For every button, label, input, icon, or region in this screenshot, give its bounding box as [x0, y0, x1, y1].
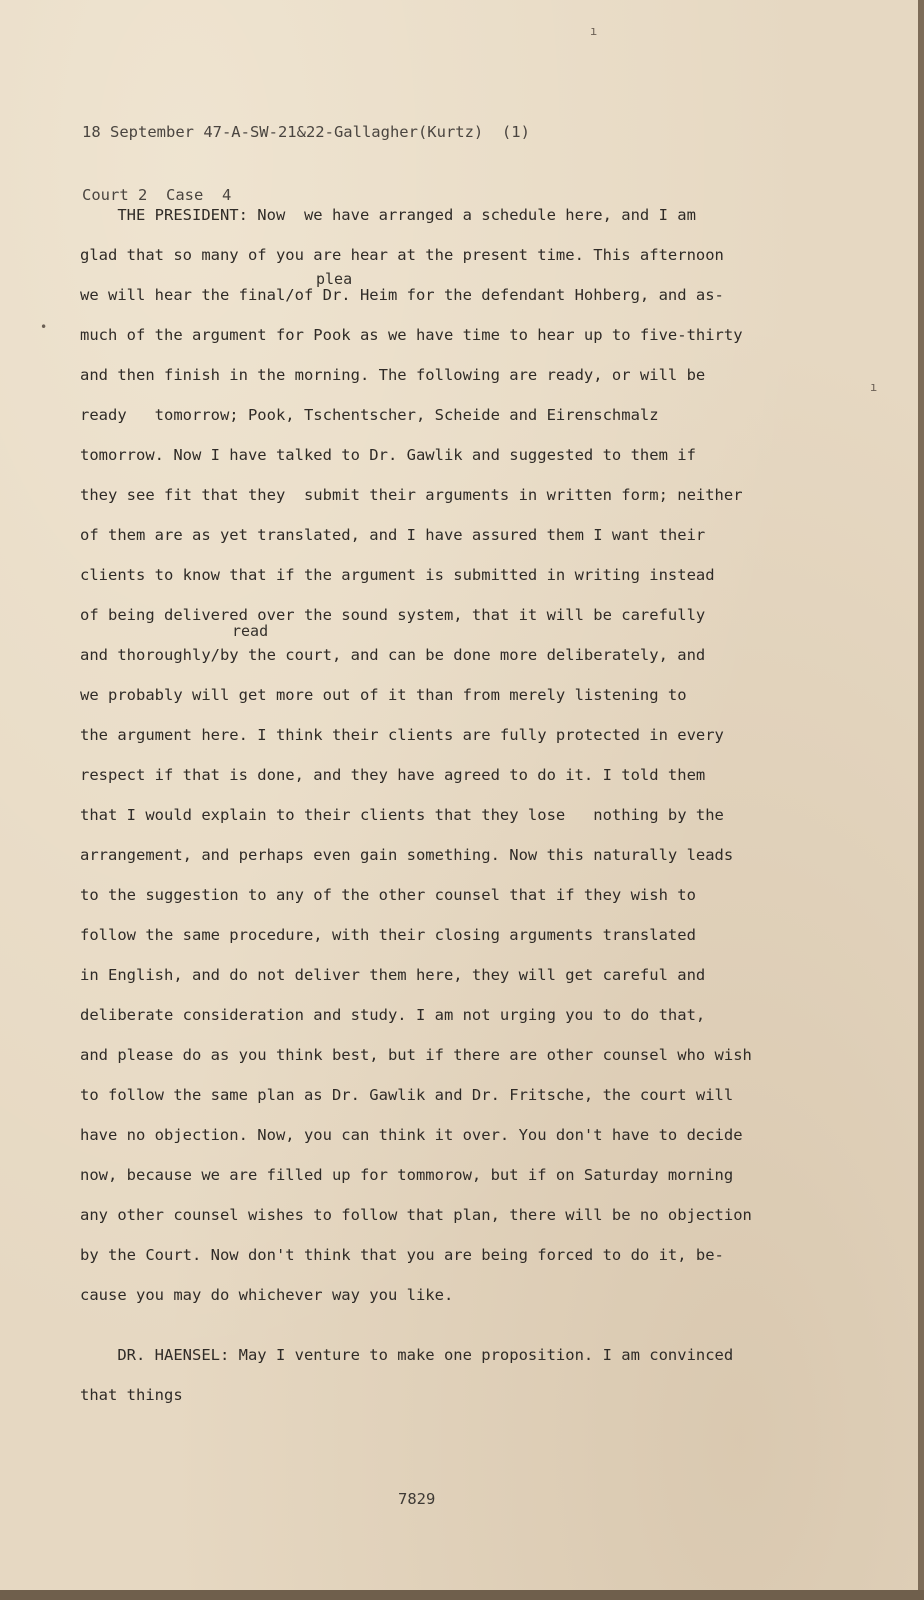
body-line-8: they see fit that they submit their arguments in written form; neither: [80, 486, 743, 504]
body-line-24: have no objection. Now, you can think it over. You don't have to decide: [80, 1126, 743, 1144]
body-line-22: and please do as you think best, but if there are other counsel who wish: [80, 1046, 752, 1064]
body-line-15: respect if that is done, and they have agreed to do it. I told them: [80, 766, 706, 784]
body-line-28: cause you may do whichever way you like.: [80, 1286, 454, 1304]
body-line-1: THE PRESIDENT: Now we have arranged a schedule here, and I am: [80, 206, 696, 224]
body-line-27: by the Court. Now don't think that you are being forced to do it, be-: [80, 1246, 724, 1264]
body-line-9: of them are as yet translated, and I have assured them I want their: [80, 526, 706, 544]
body-line-11: of being delivered over the sound system, that it will be carefully: [80, 606, 706, 624]
scan-edge-right: [918, 0, 924, 1600]
body-line-3: we will hear the final/of Dr. Heim for the defendant Hohberg, and as-: [80, 286, 724, 304]
paper-speck: ı: [870, 380, 878, 394]
body-line-29: DR. HAENSEL: May I venture to make one proposition. I am convinced: [80, 1346, 734, 1364]
body-line-2: glad that so many of you are hear at the present time. This afternoon: [80, 246, 724, 264]
body-line-5: and then finish in the morning. The following are ready, or will be: [80, 366, 706, 384]
handwritten-insert-read: read: [232, 622, 269, 640]
body-line-30: that things: [80, 1386, 183, 1404]
body-line-10: clients to know that if the argument is submitted in writing instead: [80, 566, 715, 584]
body-line-4: much of the argument for Pook as we have time to hear up to five-thirty: [80, 326, 743, 344]
body-line-25: now, because we are filled up for tommorow, but if on Saturday morning: [80, 1166, 734, 1184]
body-line-13: we probably will get more out of it than from merely listening to: [80, 686, 687, 704]
body-line-14: the argument here. I think their clients are fully protected in every: [80, 726, 724, 744]
body-line-17: arrangement, and perhaps even gain something. Now this naturally leads: [80, 846, 734, 864]
body-line-12: and thoroughly/by the court, and can be done more deliberately, and: [80, 646, 706, 664]
body-line-23: to follow the same plan as Dr. Gawlik and Dr. Fritsche, the court will: [80, 1086, 734, 1104]
body-line-6: ready tomorrow; Pook, Tschentscher, Scheide and Eirenschmalz: [80, 406, 659, 424]
body-line-21: deliberate consideration and study. I am not urging you to do that,: [80, 1006, 706, 1024]
body-line-19: follow the same procedure, with their closing arguments translated: [80, 926, 696, 944]
body-line-18: to the suggestion to any of the other counsel that if they wish to: [80, 886, 696, 904]
header-line-2: Court 2 Case 4: [82, 186, 232, 204]
paper-speck: ı: [590, 24, 598, 38]
body-line-26: any other counsel wishes to follow that plan, there will be no objection: [80, 1206, 752, 1224]
header-line-1: 18 September 47-A-SW-21&22-Gallagher(Kurtz) (1): [82, 123, 530, 141]
body-line-20: in English, and do not deliver them here, they will get careful and: [80, 966, 706, 984]
paper-speck: •: [40, 320, 48, 334]
handwritten-insert-plea: plea: [316, 270, 353, 288]
page-number: 7829: [398, 1490, 436, 1508]
body-line-16: that I would explain to their clients that they lose nothing by the: [80, 806, 724, 824]
scan-edge-bottom: [0, 1590, 924, 1600]
body-line-7: tomorrow. Now I have talked to Dr. Gawlik and suggested to them if: [80, 446, 696, 464]
